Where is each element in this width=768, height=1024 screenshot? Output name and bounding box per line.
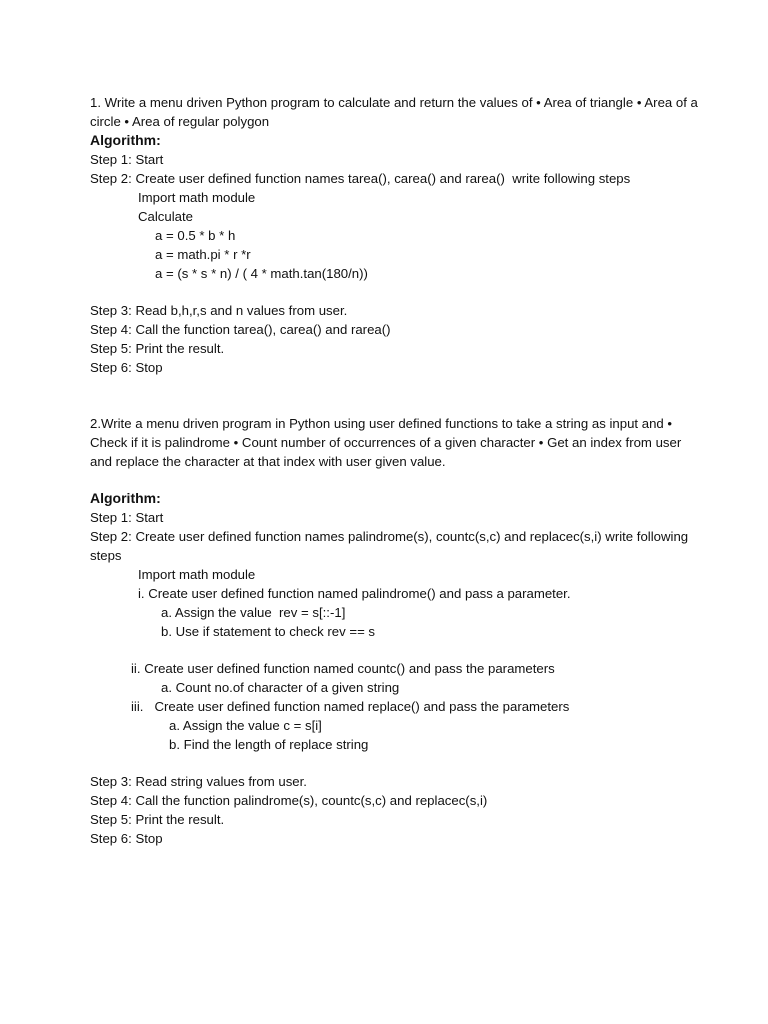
q2-step1: Step 1: Start <box>90 510 164 525</box>
q1-step6: Step 6: Stop <box>90 360 163 375</box>
q2-substep-ii-a: a. Count no.of character of a given string <box>161 680 400 695</box>
q1-step1: Step 1: Start <box>90 152 164 167</box>
q2-step5: Step 5: Print the result. <box>90 812 225 827</box>
q1-step5: Step 5: Print the result. <box>90 341 225 356</box>
q1-step3: Step 3: Read b,h,r,s and n values from user. <box>90 303 348 318</box>
q2-step2: Step 2: Create user defined function names palindrome(s), countc(s,c) and replacec(s,i) write following steps <box>90 529 689 563</box>
q1-step2: Step 2: Create user defined function names tarea(), carea() and rarea() write following steps <box>90 171 631 186</box>
q2-step6: Step 6: Stop <box>90 831 163 846</box>
q2-step3: Step 3: Read string values from user. <box>90 774 307 789</box>
spacer <box>90 377 700 414</box>
q2-substep-iii-b: b. Find the length of replace string <box>169 737 369 752</box>
q1-formula-polygon: a = (s * s * n) / ( 4 * math.tan(180/n)) <box>155 266 368 281</box>
q1-algorithm-heading: Algorithm: <box>90 132 161 148</box>
q2-substep-i-a: a. Assign the value rev = s[::-1] <box>161 605 346 620</box>
q1-step4: Step 4: Call the function tarea(), carea() and rarea() <box>90 322 391 337</box>
document-body <box>90 93 700 848</box>
spacer <box>90 283 700 301</box>
q2-substep-iii-a: a. Assign the value c = s[i] <box>169 718 322 733</box>
spacer <box>90 641 700 659</box>
q2-substep-i: i. Create user defined function named palindrome() and pass a parameter. <box>138 586 571 601</box>
q1-import: Import math module <box>138 190 256 205</box>
spacer <box>90 471 700 489</box>
q2-algorithm-heading: Algorithm: <box>90 490 161 506</box>
q2-substep-iii: iii. Create user defined function named replace() and pass the parameters <box>131 699 570 714</box>
q1-question: 1. Write a menu driven Python program to calculate and return the values of • Area of triangle • Area of a circle • Area of regular polygon <box>90 95 698 129</box>
q2-step4: Step 4: Call the function palindrome(s), countc(s,c) and replacec(s,i) <box>90 793 488 808</box>
q2-import: Import math module <box>138 567 256 582</box>
q2-substep-i-b: b. Use if statement to check rev == s <box>161 624 376 639</box>
q2-question: 2.Write a menu driven program in Python using user defined functions to take a string as input and • Check if it is palindrome • Count number of occurrences of a given character • Get an index from user and replace the character at that index with user given value. <box>90 416 682 469</box>
q1-formula-triangle: a = 0.5 * b * h <box>155 228 236 243</box>
q1-formula-circle: a = math.pi * r *r <box>155 247 251 262</box>
q1-calculate: Calculate <box>138 209 193 224</box>
spacer <box>90 754 700 772</box>
q2-substep-ii: ii. Create user defined function named countc() and pass the parameters <box>131 661 555 676</box>
